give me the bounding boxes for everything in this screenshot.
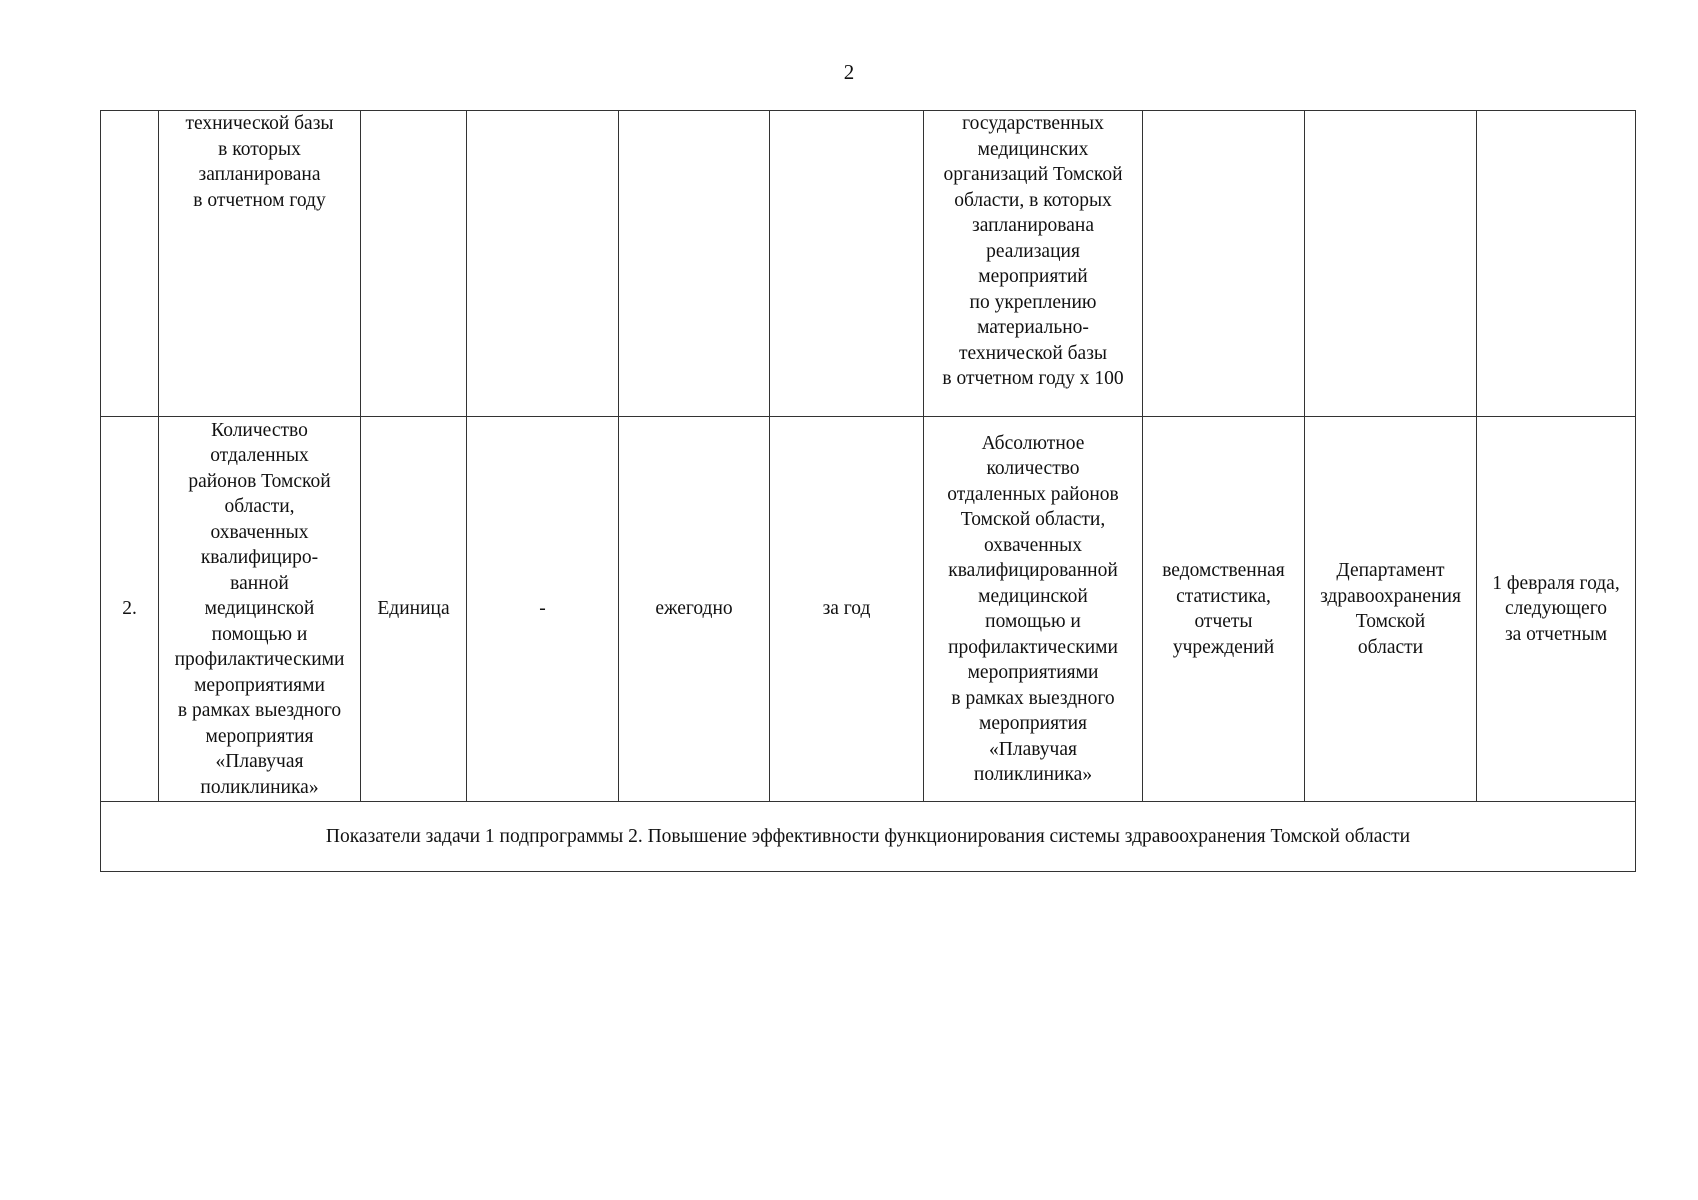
cell-dynamics (467, 111, 619, 417)
indicators-table (100, 110, 1636, 872)
cell-num: 2. (101, 417, 159, 802)
cell-unit: Единица (361, 417, 467, 802)
cell-interval: за год (770, 417, 924, 802)
cell-periodicity: ежегодно (619, 417, 770, 802)
section-heading: Показатели задачи 1 подпрограммы 2. Повышение эффективности функционирования системы здравоохранения Томской области (101, 802, 1636, 872)
cell-source (1143, 111, 1305, 417)
cell-indicator: Количество отдаленных районов Томской области, охваченных квалифициро- ванной медицинской помощью и профилактическими мероприятиями в рамках выездного мероприятия «Плавучая поликлиника» (159, 417, 361, 802)
cell-method: Абсолютное количество отдаленных районов Томской области, охваченных квалифицированной медицинской помощью и профилактическими мероприятиями в рамках выездного мероприятия «Плавучая поликлиника» (924, 417, 1143, 802)
cell-method: государственных медицинских организаций Томской области, в которых запланирована реализация мероприятий по укреплению материально- технической базы в отчетном году x 100 (924, 111, 1143, 417)
section-heading-row (101, 802, 1636, 872)
cell-unit (361, 111, 467, 417)
cell-responsible (1305, 111, 1477, 417)
cell-source: ведомственная статистика, отчеты учреждений (1143, 417, 1305, 802)
cell-responsible: Департамент здравоохранения Томской области (1305, 417, 1477, 802)
cell-indicator: технической базы в которых запланирована в отчетном году (159, 111, 361, 417)
table-row (101, 417, 1636, 802)
cell-deadline (1477, 111, 1636, 417)
cell-interval (770, 111, 924, 417)
page-number: 2 (843, 60, 855, 84)
cell-dynamics: - (467, 417, 619, 802)
cell-num (101, 111, 159, 417)
table-row-continuation (101, 111, 1636, 417)
cell-deadline: 1 февраля года, следующего за отчетным (1477, 417, 1636, 802)
cell-periodicity (619, 111, 770, 417)
